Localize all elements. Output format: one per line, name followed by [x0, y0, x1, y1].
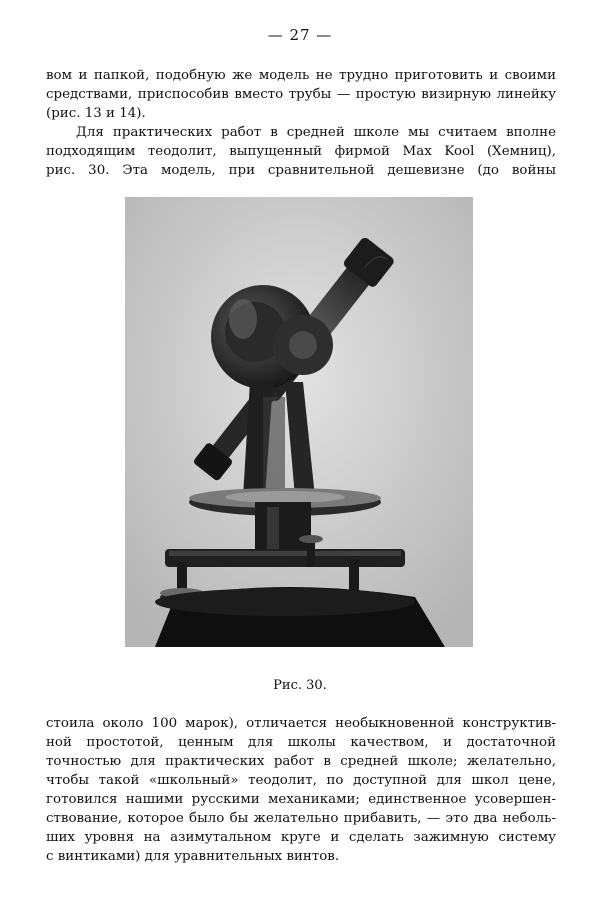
figure-photo: [125, 197, 473, 647]
text-line: (рис. 13 и 14).: [46, 106, 146, 121]
text-line: с винтиками) для уравнительных винтов.: [46, 849, 340, 864]
text-line: ствование, которое было бы желательно прибавить, — это два неболь-: [46, 811, 556, 826]
paragraph-bottom: [46, 714, 556, 866]
text-line: готовился нашими русскими механиками; единственное усовершен-: [46, 792, 556, 807]
text-line: ной простотой, ценным для школы качеством, и достаточной: [46, 735, 556, 750]
text-line: подходящим теодолит, выпущенный фирмой Max Kool (Хемниц),: [46, 144, 556, 159]
text-line: чтобы такой «школьный» теодолит, по доступной для школ цене,: [46, 773, 556, 788]
text-line: вом и папкой, подобную же модель не трудно приготовить и своими: [46, 68, 556, 83]
text-line: ших уровня на азимутальном круге и сделать зажимную систему: [46, 830, 556, 845]
text-line: рис. 30. Эта модель, при сравнительной дешевизне (до войны: [46, 163, 556, 178]
text-line: стоила около 100 марок), отличается необыкновенной конструктив-: [46, 716, 556, 731]
figure-caption: Рис. 30.: [273, 678, 327, 693]
theodolite-photo-icon: [125, 197, 473, 647]
text-line: средствами, приспособив вместо трубы — простую визирную линейку: [46, 87, 556, 102]
text-line: точностью для практических работ в средней школе; желательно,: [46, 754, 556, 769]
page-number: — 27 —: [267, 26, 333, 44]
text-line: Для практических работ в средней школе мы считаем вполне: [76, 125, 556, 140]
paragraph-top: [46, 66, 556, 180]
